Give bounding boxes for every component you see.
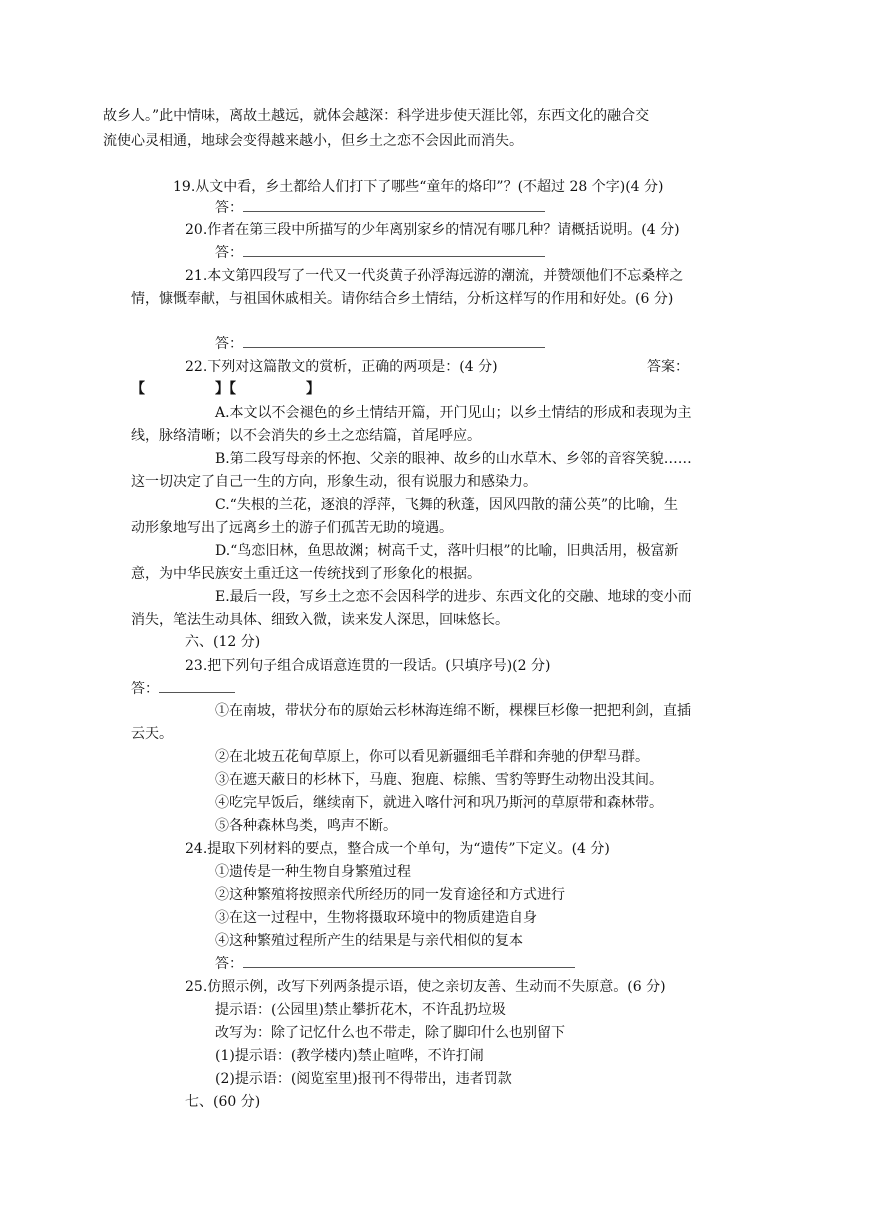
answer-line-23 [131,679,235,699]
question-21-line: 21.本文第四段写了一代又一代炎黄子孙浮海远游的潮流，并赞颂他们不忘桑梓之 [185,268,684,284]
option-e-line: 消失，笔法生动具体、细致入微，读来发人深思，回味悠长。 [131,612,509,628]
sentence-5: ⑤各种森林鸟类，鸣声不断。 [215,818,397,834]
paragraph-line: 故乡人。”此中情味，离故土越远，就体会越深：科学进步使天涯比邻，东西文化的融合交 [103,108,650,124]
answer-label: 答： [215,200,243,216]
option-a-line: A.本文以不会褪色的乡土情结开篇，开门见山；以乡土情结的形成和表现为主 [215,405,692,421]
answer-blank[interactable] [159,680,235,693]
option-d-line: 意，为中华民族安土重迁这一传统找到了形象化的根据。 [131,566,481,582]
sentence-1-line: 云天。 [131,726,173,742]
material-3: ③在这一过程中，生物将摄取环境中的物质建造自身 [215,910,537,926]
sentence-3: ③在遮天蔽日的杉林下，马鹿、狍鹿、棕熊、雪豹等野生动物出没其间。 [215,772,663,788]
example-prompt: 提示语：(公园里)禁止攀折花木，不许乱扔垃圾 [215,1002,506,1018]
sentence-1-line: ①在南坡，带状分布的原始云杉林海连绵不断，棵棵巨杉像一把把利剑，直插 [215,703,691,719]
question-22-answer-brackets[interactable]: 【 】【 】 [131,381,320,397]
question-21-line: 情，慷慨奉献，与祖国休戚相关。请你结合乡土情结，分析这样写的作用和好处。(6 分) [131,291,674,307]
answer-line-21 [215,334,545,354]
section-heading-6: 六、(12 分) [185,634,261,650]
answer-blank[interactable] [243,335,545,348]
answer-line-20 [215,243,545,263]
sentence-2: ②在北坡五花甸草原上，你可以看见新疆细毛羊群和奔驰的伊犁马群。 [215,749,649,765]
question-20: 20.作者在第三段中所描写的少年离别家乡的情况有哪几种？请概括说明。(4 分) [185,222,680,238]
option-d-line: D.“鸟恋旧林，鱼思故渊；树高千丈，落叶归根”的比喻，旧典活用，极富新 [215,543,679,559]
section-heading-7: 七、(60 分) [185,1094,261,1110]
answer-label: 答： [131,681,159,697]
option-a-line: 线，脉络清晰；以不会消失的乡土之恋结篇，首尾呼应。 [131,428,481,444]
paragraph-line: 流使心灵相通，地球会变得越来越小，但乡土之恋不会因此而消失。 [103,133,523,149]
option-c-line: C.“失根的兰花，逐浪的浮萍，飞舞的秋蓬，因风四散的蒲公英”的比喻，生 [215,497,678,513]
answer-label: 答： [215,956,243,972]
example-rewrite: 改写为：除了记忆什么也不带走，除了脚印什么也别留下 [215,1025,565,1041]
answer-label: 答： [215,245,243,261]
question-25: 25.仿照示例，改写下列两条提示语，使之亲切友善、生动而不失原意。(6 分) [185,979,666,995]
material-4: ④这种繁殖过程所产生的结果是与亲代相似的复本 [215,933,523,949]
option-b-line: 这一切决定了自己一生的方向，形象生动，很有说服力和感染力。 [131,474,537,490]
question-23: 23.把下列句子组合成语意连贯的一段话。(只填序号)(2 分) [185,658,551,674]
option-b-line: B.第二段写母亲的怀抱、父亲的眼神、故乡的山水草木、乡邻的音容笑貌…… [215,451,692,467]
answer-label: 答： [215,336,243,352]
question-22-answer-label: 答案： [647,359,689,375]
answer-blank[interactable] [243,955,575,968]
answer-blank[interactable] [243,244,545,257]
question-22: 22.下列对这篇散文的赏析，正确的两项是：(4 分) [185,359,498,375]
task-1: (1)提示语：(教学楼内)禁止喧哗，不许打闹 [215,1048,484,1064]
material-1: ①遗传是一种生物自身繁殖过程 [215,864,411,880]
option-e-line: E.最后一段，写乡土之恋不会因科学的进步、东西文化的交融、地球的变小而 [215,589,692,605]
option-c-line: 动形象地写出了远离乡土的游子们孤苦无助的境遇。 [131,520,453,536]
answer-line-24 [215,954,575,974]
task-2: (2)提示语：(阅览室里)报刊不得带出，违者罚款 [215,1071,512,1087]
material-2: ②这种繁殖将按照亲代所经历的同一发育途径和方式进行 [215,887,565,903]
question-24: 24.提取下列材料的要点，整合成一个单句，为“遗传”下定义。(4 分) [185,841,610,857]
question-19: 19.从文中看，乡土都给人们打下了哪些“童年的烙印”？(不超过 28 个字)(4 分) [173,179,664,195]
sentence-4: ④吃完早饭后，继续南下，就进入喀什河和巩乃斯河的草原带和森林带。 [215,795,663,811]
answer-blank[interactable] [243,199,545,212]
answer-line-19 [215,198,545,218]
